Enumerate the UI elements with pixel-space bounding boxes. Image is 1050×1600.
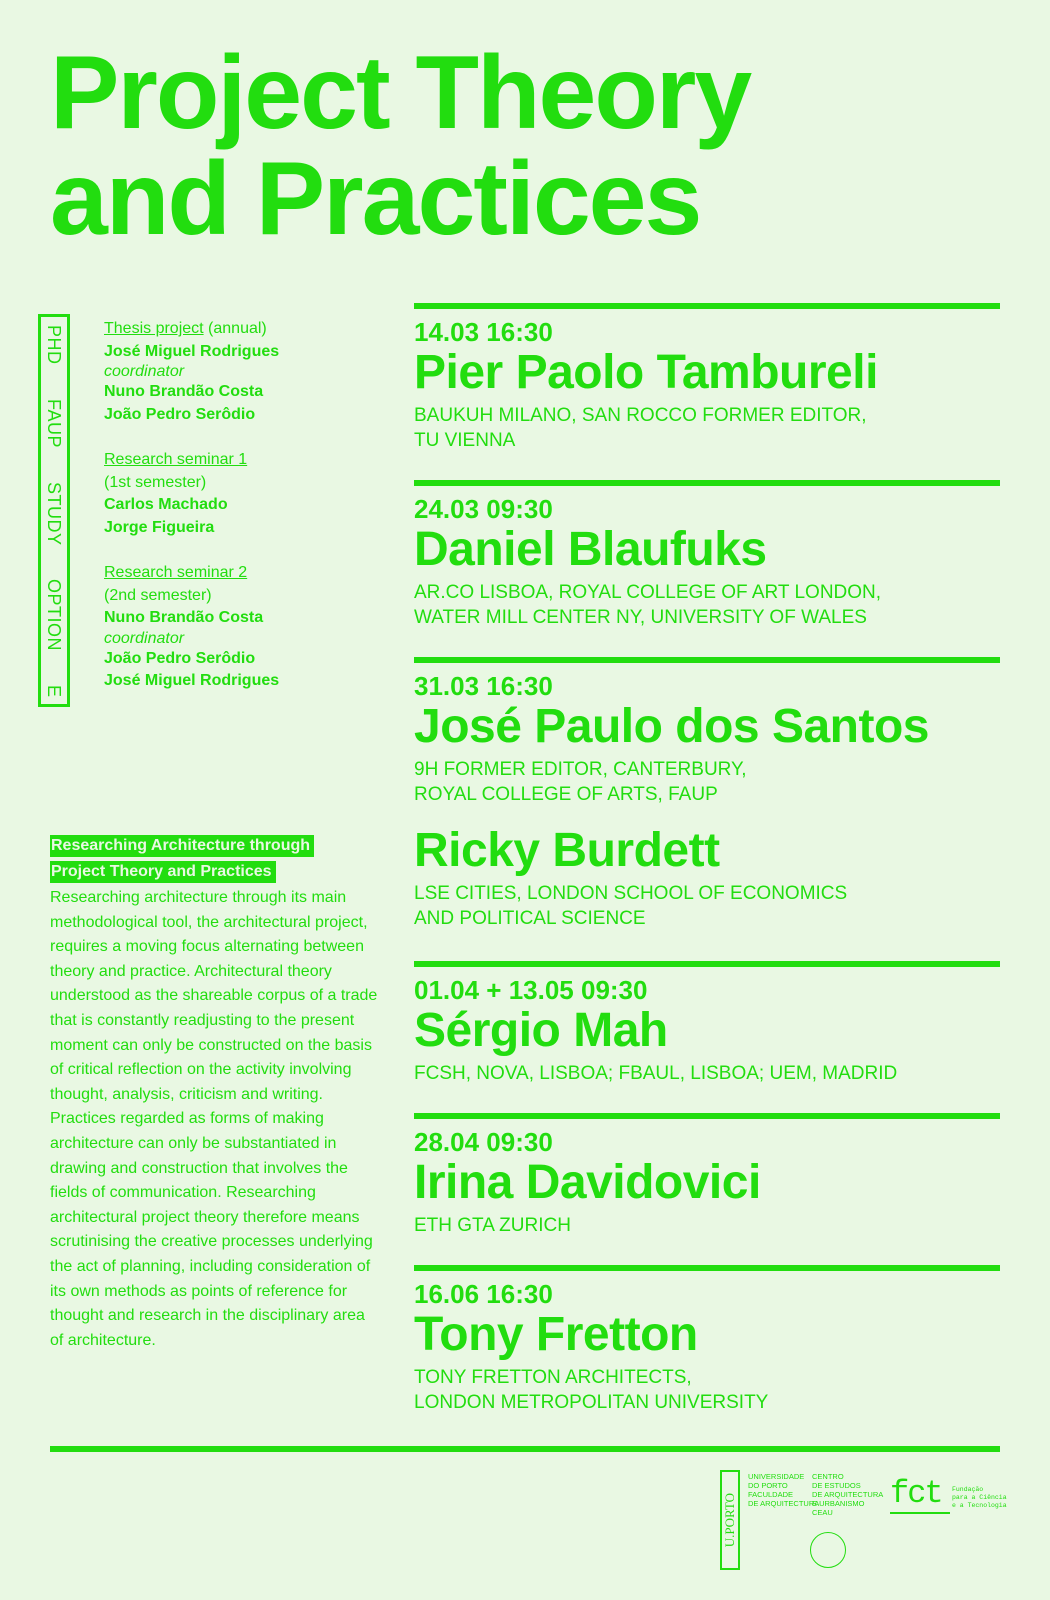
event-item: [414, 961, 1000, 1113]
staff-member: Jorge Figueira: [104, 518, 215, 536]
coordinator-label: coordinator: [104, 629, 185, 647]
title-line-1: Project Theory: [50, 35, 751, 151]
event-speaker: José Paulo dos Santos: [414, 700, 929, 753]
event-speaker: Tony Fretton: [414, 1308, 698, 1361]
staff-member: Nuno Brandão Costa: [104, 383, 264, 400]
staff-member: José Miguel Rodrigues: [104, 672, 280, 689]
event-speaker: Ricky Burdett: [414, 824, 720, 877]
uporto-wordmark: U.PORTO: [722, 1492, 737, 1548]
about-body: Researching architecture through its main methodological tool, the architectural project, requires a moving focus alternating between theory and practice. Architectural theory understood as the shareable corpus of a trade that is constantly readjusting to the present moment can only be constructed on the basis of critical reflection on the activity involving thought, analysis, criticism and writing. Practices regarded as forms of making architecture can only be substantiated in drawing and construction that involves the fields of communication. Researching architectural project theory therefore means scrutinising the creative processes underlying the act of planning, including consideration of its own methods as points of reference for thought and research in the disciplinary area of architecture.: [50, 889, 378, 1349]
tab-word: E: [44, 685, 64, 698]
ceau-text: CENTRO DE ESTUDOS DE ARQUITECTURA E URBANISMO CEAU: [812, 1472, 884, 1517]
tab-word: FAUP: [44, 398, 64, 448]
event-speaker: Irina Davidovici: [414, 1156, 761, 1209]
title-line-2: and Practices: [50, 141, 701, 257]
footer-rule: [50, 1446, 1000, 1452]
seminar1-note: (1st semester): [104, 473, 207, 491]
about-heading-2: Project Theory and Practices: [50, 861, 276, 883]
event-date: 14.03 16:30: [414, 317, 553, 347]
lecture-schedule: [414, 303, 1000, 1442]
event-item: [414, 657, 1000, 809]
fct-underline: [890, 1512, 950, 1514]
about-heading-1: Researching Architecture through: [50, 835, 314, 857]
about-section: [50, 834, 380, 1353]
event-item: [414, 1113, 1000, 1265]
fct-text: Fundação para a Ciência e a Tecnologia: [952, 1486, 1007, 1509]
seminar2-coordinator: Nuno Brandão Costa: [104, 609, 264, 626]
fct-logo: fct: [890, 1475, 942, 1512]
event-speaker: Sérgio Mah: [414, 1004, 668, 1057]
event-speaker: Pier Paolo Tambureli: [414, 346, 878, 399]
tab-word: STUDY: [44, 481, 64, 546]
tab-word: PHD: [44, 325, 64, 365]
thesis-note: (annual): [208, 320, 267, 337]
thesis-label: Thesis project: [104, 320, 204, 337]
program-tab: [38, 314, 70, 707]
staff-list: [104, 318, 384, 716]
event-item: [414, 809, 1000, 961]
coordinator-label: coordinator: [104, 363, 185, 380]
poster-title: [50, 35, 1010, 257]
staff-member: João Pedro Serôdio: [104, 405, 256, 423]
tab-word: OPTION: [44, 579, 64, 652]
thesis-block: [104, 318, 384, 426]
seminar2-note: (2nd semester): [104, 586, 212, 604]
footer-logos: [720, 1470, 1010, 1580]
event-affiliation: LSE CITIES, LONDON SCHOOL OF ECONOMICS AND POLITICAL SCIENCE: [414, 883, 848, 929]
event-date: 16.06 16:30: [414, 1279, 553, 1309]
seminar1-label: Research seminar 1: [104, 451, 248, 468]
event-item: [414, 303, 1000, 480]
thesis-coordinator: José Miguel Rodrigues: [104, 342, 280, 360]
event-date: 01.04 + 13.05 09:30: [414, 975, 648, 1005]
uporto-logo: [720, 1470, 740, 1570]
uporto-text: UNIVERSIDADE DO PORTO FACULDADE DE ARQUITECTURA: [748, 1472, 820, 1508]
event-affiliation: AR.CO LISBOA, ROYAL COLLEGE OF ART LONDON, WATER MILL CENTER NY, UNIVERSITY OF WALES: [414, 582, 882, 628]
seminar1-block: [104, 449, 384, 539]
staff-member: Carlos Machado: [104, 496, 228, 513]
event-affiliation: BAUKUH MILANO, SAN ROCCO FORMER EDITOR, TU VIENNA: [414, 405, 867, 451]
event-item: [414, 480, 1000, 657]
seminar2-block: [104, 562, 384, 693]
event-affiliation: TONY FRETTON ARCHITECTS, LONDON METROPOLITAN UNIVERSITY: [414, 1367, 769, 1413]
event-affiliation: FCSH, NOVA, LISBOA; FBAUL, LISBOA; UEM, MADRID: [414, 1063, 898, 1084]
event-item: [414, 1265, 1000, 1442]
event-affiliation: 9H FORMER EDITOR, CANTERBURY, ROYAL COLLEGE OF ARTS, FAUP: [414, 759, 747, 805]
event-date: 31.03 16:30: [414, 671, 553, 701]
event-speaker: Daniel Blaufuks: [414, 523, 767, 576]
event-affiliation: ETH GTA ZURICH: [414, 1215, 571, 1236]
staff-member: João Pedro Serôdio: [104, 649, 256, 667]
seminar2-label: Research seminar 2: [104, 564, 248, 581]
circle-logo-icon: [810, 1532, 846, 1568]
event-date: 28.04 09:30: [414, 1127, 553, 1157]
event-date: 24.03 09:30: [414, 494, 553, 524]
